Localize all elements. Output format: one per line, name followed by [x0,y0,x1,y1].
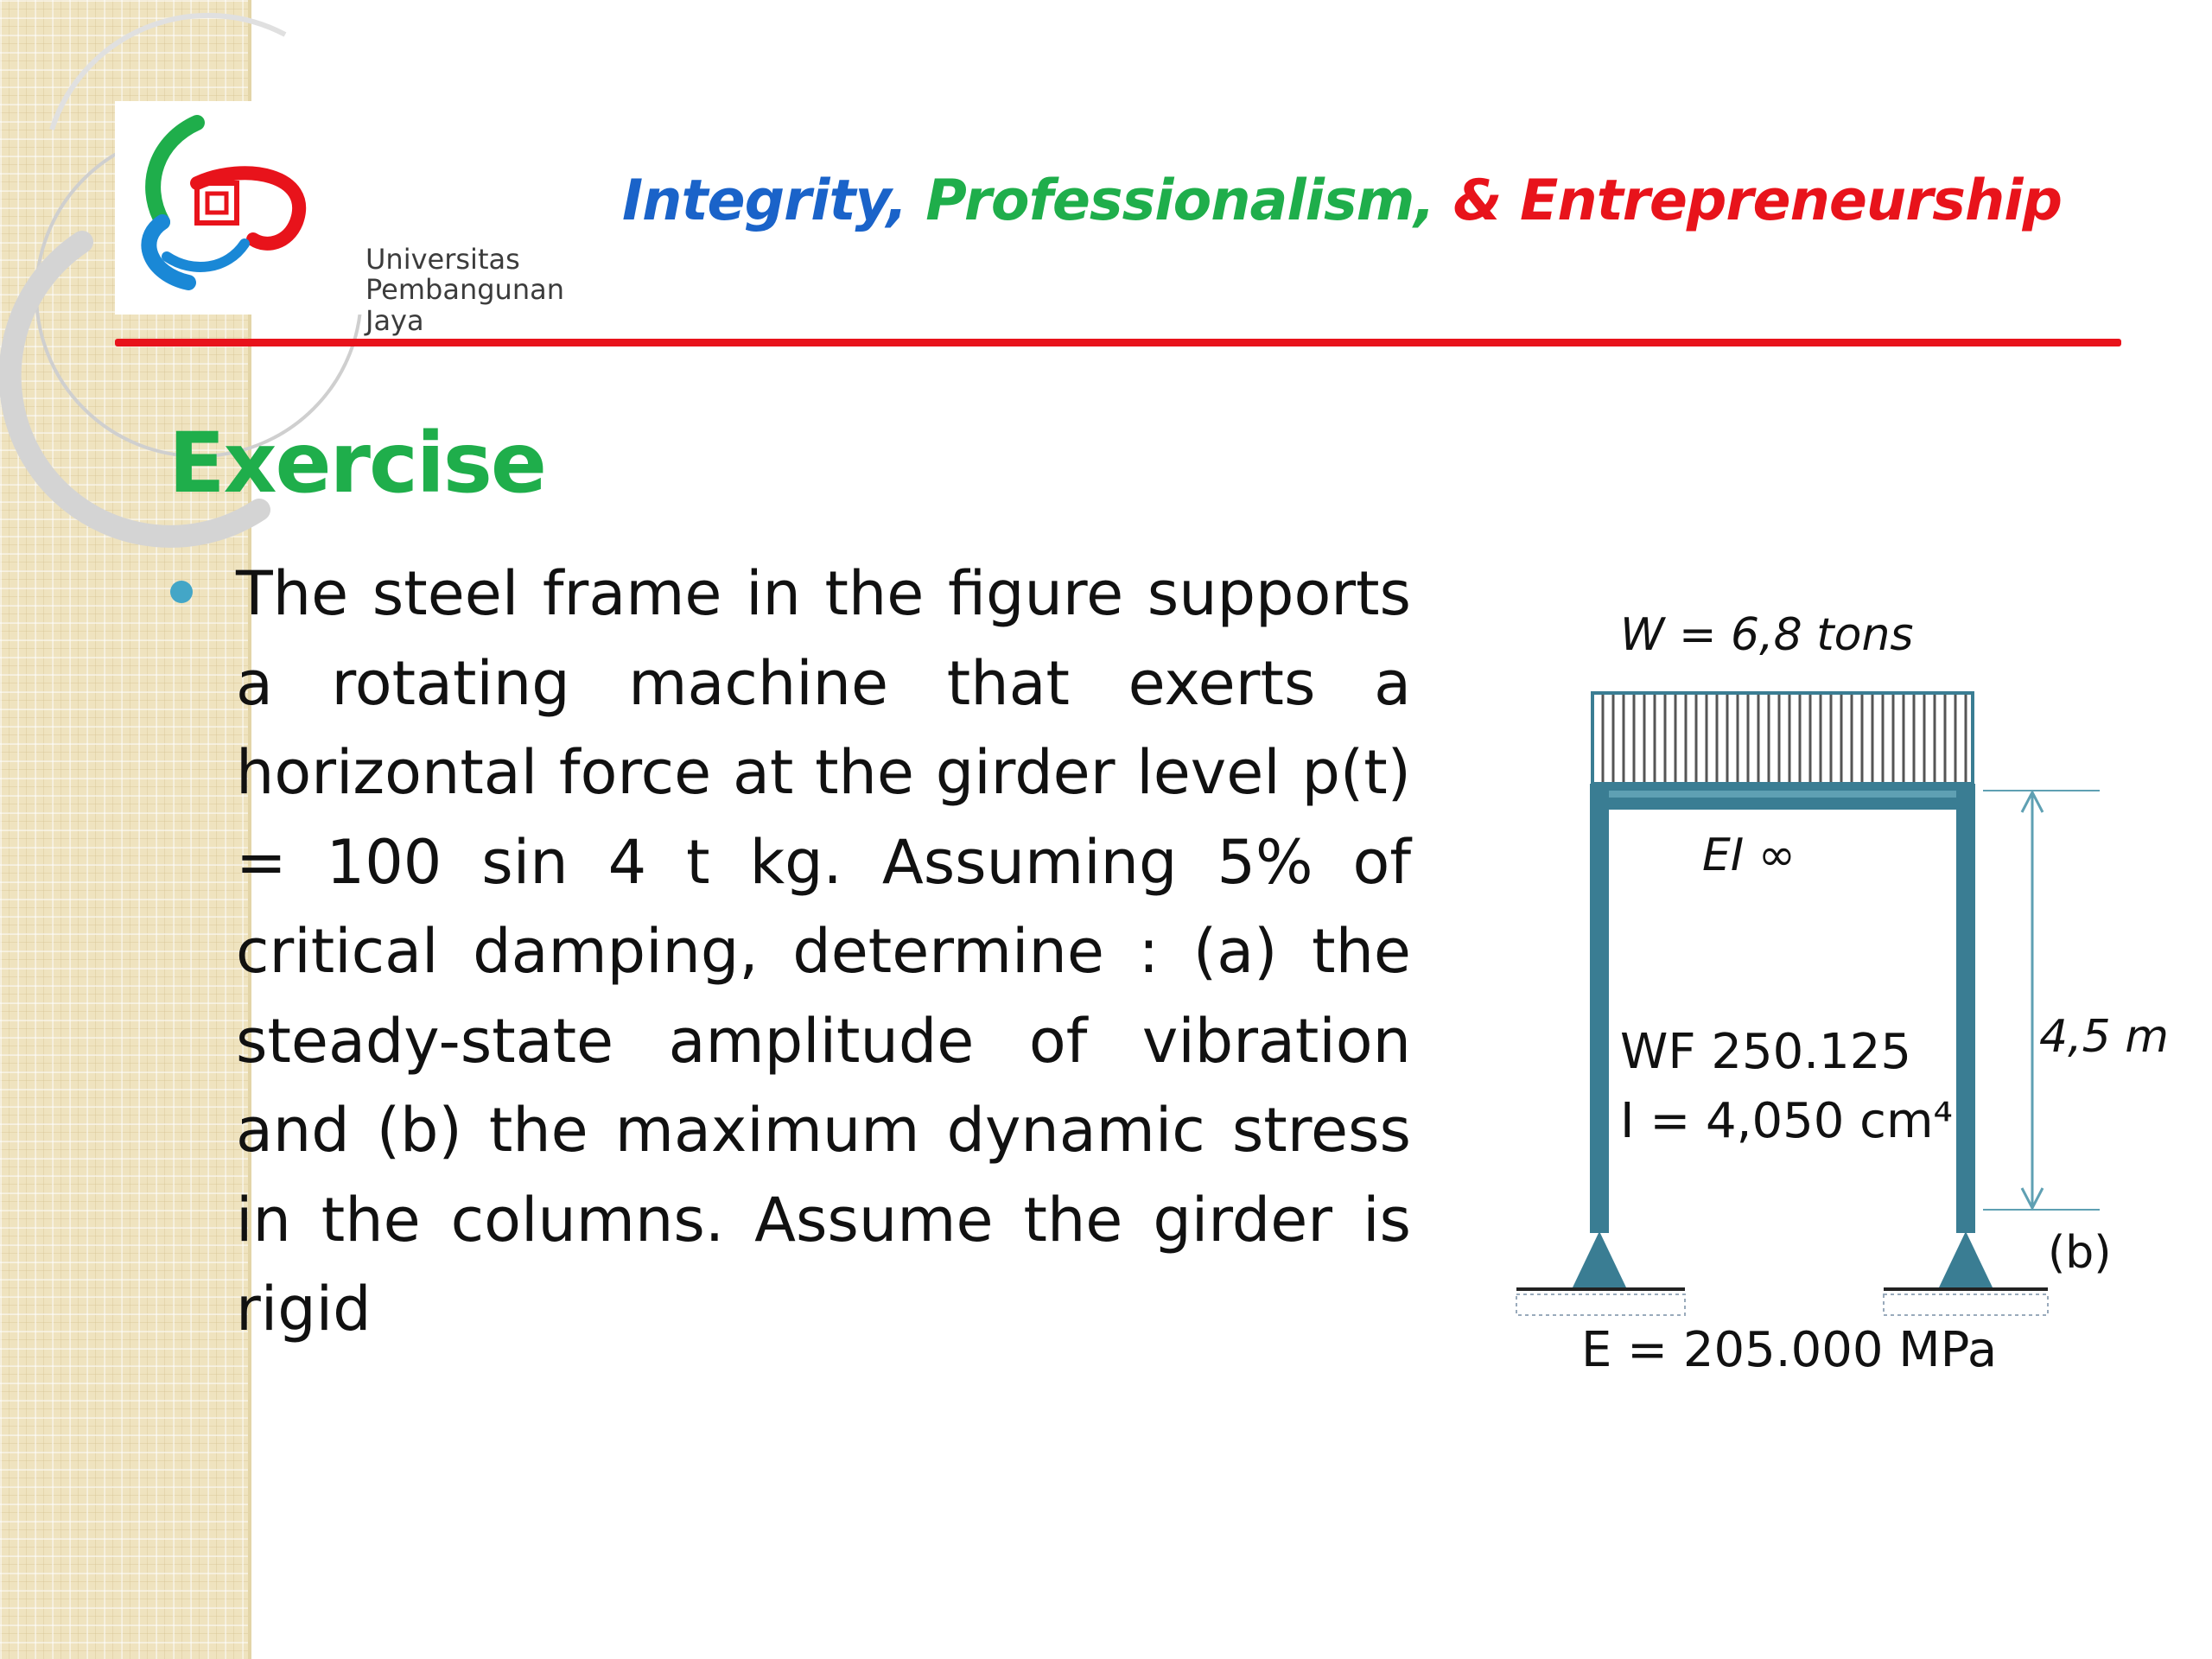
girder-stiffness-label: EI ∞ [1702,830,1796,881]
logo-name-line: Pembangunan Jaya [365,273,564,337]
slide-title: Exercise [168,415,546,512]
height-label: 4,5 m [2039,1011,2169,1063]
modulus-label: E = 205.000 MPa [1581,1322,1998,1378]
logo-university-line: Universitas [365,243,520,276]
motto-entrepreneurship: & Entrepreneurship [1452,168,2063,233]
header-divider [115,339,2121,346]
right-ground [1884,1294,2048,1315]
left-ground [1516,1294,1685,1315]
bullet-marker [170,581,193,603]
motto-header [622,168,2062,246]
right-column [1956,784,1975,1233]
motto-integrity: Integrity, [622,168,907,233]
inertia-label: I = 4,050 cm⁴ [1620,1093,1953,1149]
motto-professionalism: Professionalism, [925,168,1435,233]
right-support [1939,1231,1993,1287]
bullet-text: The steel frame in the figure supports a rotating machine that exerts a horizontal force at the girder level p(t) = 100 sin 4 t kg. Assuming 5% of critical damping, determine : (a) the steady-state amplitude of vibration and (b) the maximum dynamic stress in the columns. Assume the girder is rigid [236,558,1411,1344]
left-column [1590,784,1609,1233]
load-label: W = 6,8 tons [1620,609,1914,661]
load-block [1592,693,1973,784]
left-support [1573,1231,1626,1287]
section-label: WF 250.125 [1620,1024,1911,1080]
figure-sublabel: (b) [2048,1227,2112,1279]
logo-mark-icon [115,101,340,300]
university-logo[interactable] [115,101,564,337]
